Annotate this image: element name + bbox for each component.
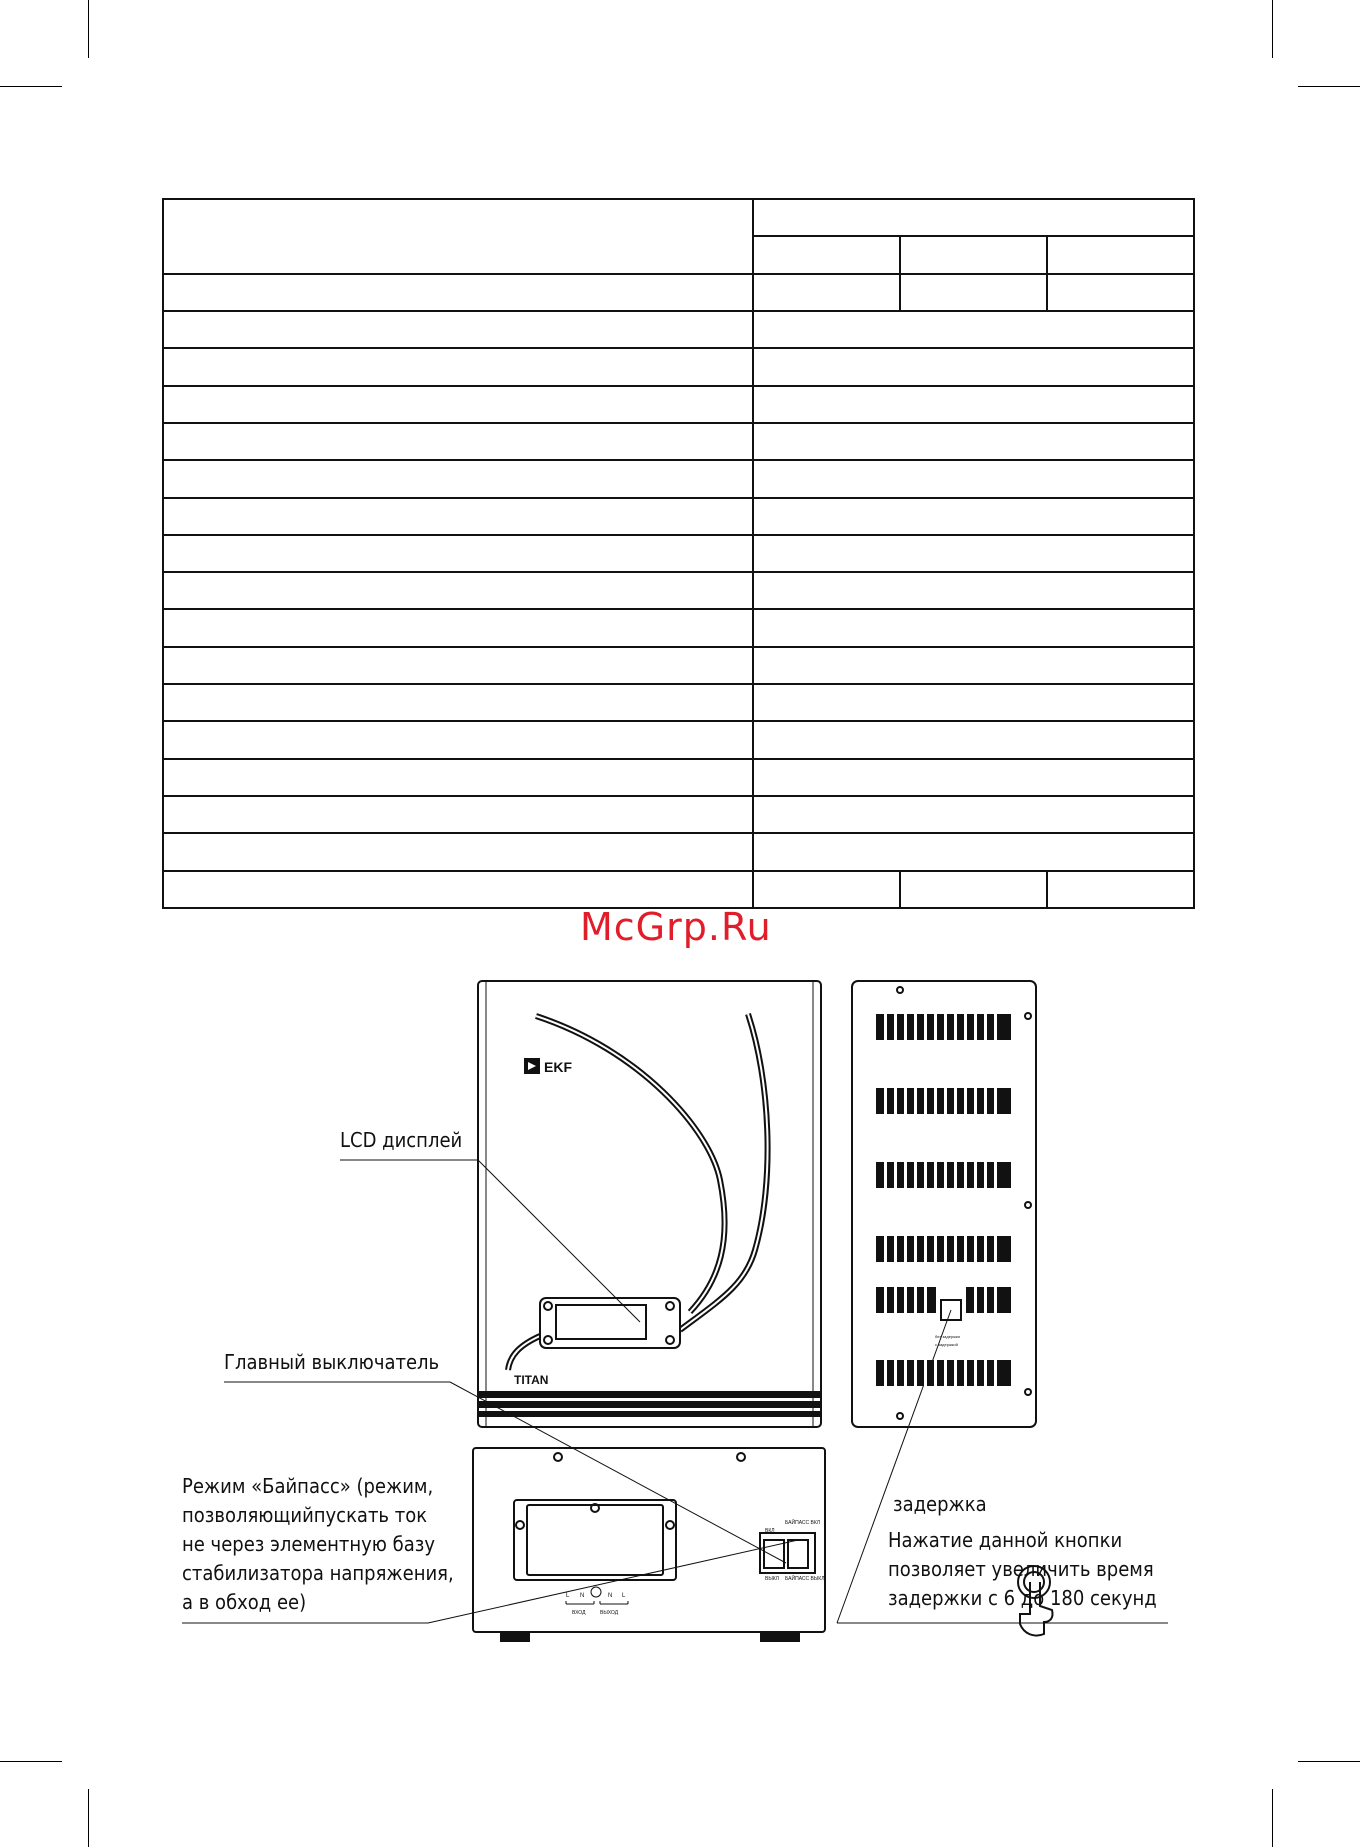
model-label: TITAN [514,1373,549,1387]
table-row [163,311,1194,348]
ekf-logo-text: EKF [544,1059,572,1075]
lcd-display [556,1305,646,1339]
input-label: ВХОД [572,1610,586,1616]
table-row [163,423,1194,460]
crop-mark [88,1789,89,1847]
terminal-n-out: N [608,1593,613,1599]
table-row [163,796,1194,833]
switch-on-label: ВКЛ [765,1528,775,1534]
delay-description: Нажатие данной кнопки позволяет увеличить время задержки с 6 до 180 секунд [888,1528,1157,1610]
table-row [163,386,1194,423]
crop-mark [0,1761,62,1762]
table-row [163,833,1194,870]
lcd-display-label: LCD дисплей [340,1128,463,1152]
delay-label: задержка [893,1492,987,1516]
bypass-off-label: БАЙПАСС ВЫКЛ [785,1576,825,1582]
specification-table [162,198,1195,909]
table-row [163,572,1194,609]
terminal-n-in: N [580,1593,585,1599]
front-panel [478,981,821,1427]
table-row [163,460,1194,497]
table-row [163,871,1194,908]
terminal-l-out: L [622,1593,626,1599]
crop-mark [1272,0,1273,58]
table-row [163,535,1194,572]
no-delay-label: без задержки [935,1334,960,1339]
table-row [163,498,1194,535]
table-header-cell [900,236,1047,273]
table-cell [1047,274,1194,311]
table-cell [753,274,900,311]
crop-mark [1298,86,1360,87]
table-row [163,721,1194,758]
with-delay-label: с задержкой [935,1342,958,1347]
bypass-on-label: БАЙПАСС ВКЛ [785,1520,821,1526]
table-cell [163,274,753,311]
table-row [163,647,1194,684]
crop-mark [88,0,89,58]
terminal-l-in: L [566,1593,570,1599]
bypass-mode-label: Режим «Байпасс» (режим, позволяющийпускать ток не через элементную базу стабилизатора напряжения, а в обход ее) [182,1474,454,1614]
table-header-cell [753,236,900,273]
crop-mark [1272,1789,1273,1847]
table-header-cell [163,199,753,274]
main-switch-label: Главный выключатель [224,1350,440,1374]
table-cell [900,274,1047,311]
stripe [478,1392,821,1397]
watermark-text: McGrp.Ru [580,905,772,949]
table-row [163,684,1194,721]
crop-mark [0,86,62,87]
crop-mark [1298,1761,1360,1762]
table-row [163,759,1194,796]
table-header-cell [753,199,1194,236]
switch-off-label: ВЫКЛ [765,1576,779,1582]
output-label: ВЫХОД [600,1610,619,1616]
table-row [163,348,1194,385]
table-header-cell [1047,236,1194,273]
stripe [478,1412,821,1416]
table-row [163,609,1194,646]
stripe [478,1402,821,1407]
